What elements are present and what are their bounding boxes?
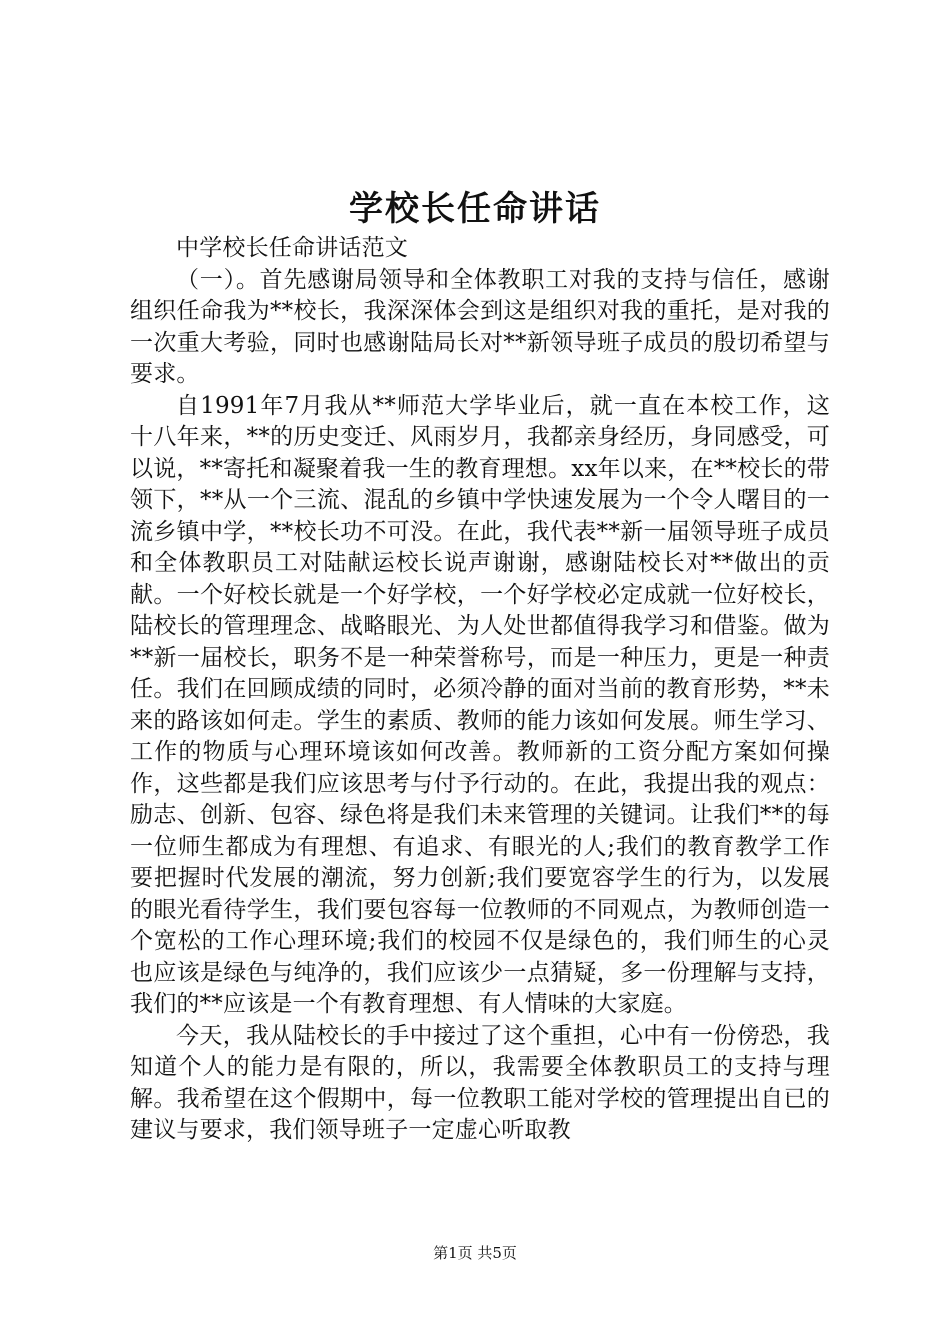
- page-footer: 第1页 共5页: [433, 1244, 517, 1262]
- paragraph-1: （一）。首先感谢局领导和全体教职工对我的支持与信任，感谢组织任命我为**校长，我深深体会到这是组织对我的重托，是对我的一次重大考验，同时也感谢陆局长对**新领导班子成员的殷切希望与要求。: [130, 266, 830, 387]
- subtitle-paragraph: 中学校长任命讲话范文: [176, 235, 408, 261]
- paragraph-2: 自1991年7月我从**师范大学毕业后，就一直在本校工作，这十八年来，**的历史变迁、风雨岁月，我都亲身经历，身同感受，可以说，**寄托和凝聚着我一生的教育理想。xx年以来，在**校长的带领下，**从一个三流、混乱的乡镇中学快速发展为一个令人曙目的一流乡镇中学，**校长功不可没。在此，我代表**新一届领导班子成员和全体教职员工对陆献运校长说声谢谢，感谢陆校长对**做出的贡献。一个好校长就是一个好学校，一个好学校必定成就一位好校长，陆校长的管理理念、战略眼光、为人处世都值得我学习和借鉴。做为**新一届校长，职务不是一种荣誉称号，而是一种压力，更是一种责任。我们在回顾成绩的同时，必须冷静的面对当前的教育形势，**未来的路该如何走。学生的素质、教师的能力该如何发展。师生学习、工作的物质与心理环境该如何改善。教师新的工资分配方案如何操作，这些都是我们应该思考与付予行动的。在此，我提出我的观点：励志、创新、包容、绿色将是我们未来管理的关键词。让我们**的每一位师生都成为有理想、有追求、有眼光的人;我们的教育教学工作要把握时代发展的潮流，努力创新;我们要宽容学生的行为，以发展的眼光看待学生，我们要包容每一位教师的不同观点，为教师创造一个宽松的工作心理环境;我们的校园不仅是绿色的，我们师生的心灵也应该是绿色与纯净的，我们应该少一点猜疑，多一份理解与支持，我们的**应该是一个有教育理想、有人情味的大家庭。: [130, 392, 830, 1017]
- paragraph-3: 今天，我从陆校长的手中接过了这个重担，心中有一份傍恐，我知道个人的能力是有限的，所以，我需要全体教职员工的支持与理解。我希望在这个假期中，每一位教职工能对学校的管理提出自已的建议与要求，我们领导班子一定虚心听取教: [130, 1022, 830, 1143]
- document-body: [130, 233, 830, 1147]
- document-title: 学校长任命讲话: [349, 189, 601, 229]
